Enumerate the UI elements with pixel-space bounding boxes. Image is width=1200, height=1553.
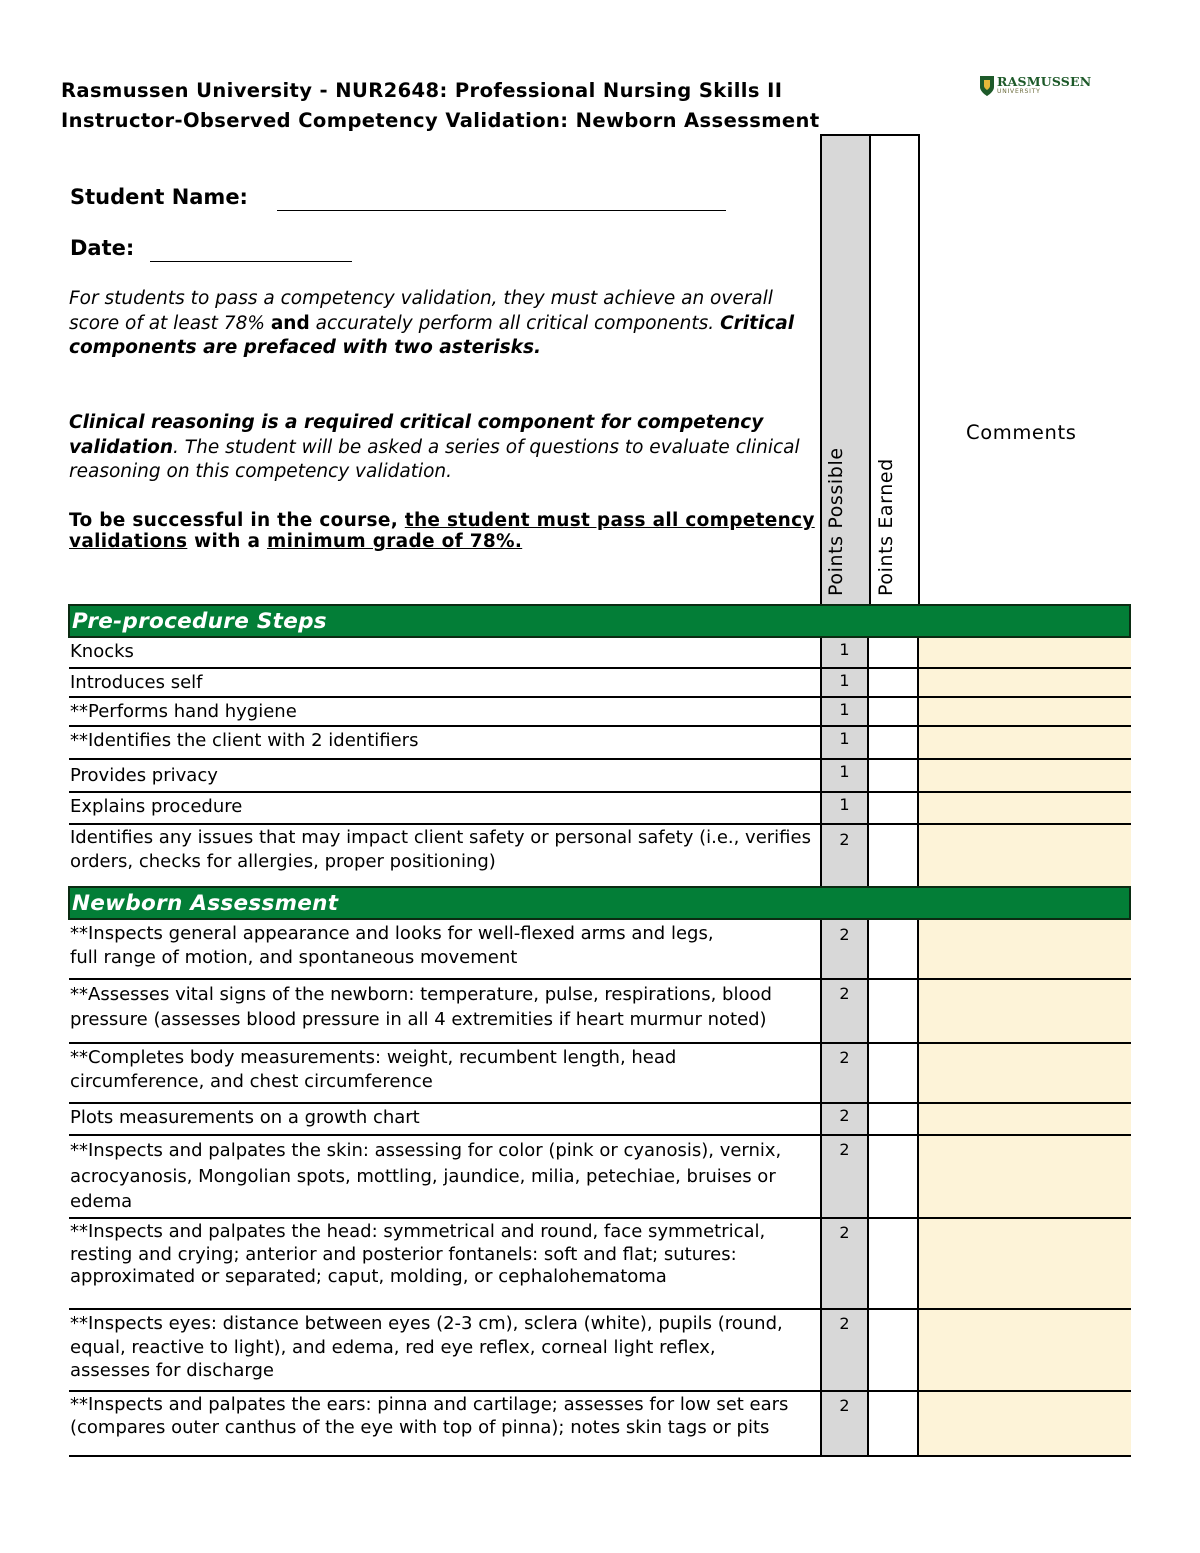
- step-description: Introduces self: [70, 672, 203, 693]
- step-description: Explains procedure: [70, 796, 243, 817]
- points-earned-cell[interactable]: [869, 727, 919, 758]
- points-earned-cell[interactable]: [869, 1219, 919, 1308]
- points-earned-cell[interactable]: [869, 1044, 919, 1102]
- clinical-reasoning-part: . The student will be asked a series of questions to evaluate clinical reasoning on this competency validation.: [69, 436, 800, 482]
- logo-name: RASMUSSEN: [997, 74, 1092, 89]
- date-field[interactable]: [150, 261, 352, 262]
- step-description: **Inspects and palpates the ears: pinna and cartilage; assesses for low set ears (compares outer canthus of the eye with top of pinna); notes skin tags or pits: [70, 1394, 789, 1438]
- points-possible-cell: 1: [820, 760, 869, 791]
- step-description: Provides privacy: [70, 765, 218, 786]
- points-possible-cell: 2: [820, 1219, 869, 1308]
- date-label: Date:: [70, 236, 135, 260]
- table-row: [69, 793, 1131, 825]
- table-row: [69, 638, 1131, 669]
- comments-cell[interactable]: [919, 980, 1131, 1042]
- section-newborn-assessment: [68, 886, 1131, 920]
- points-possible-cell: 2: [820, 825, 869, 886]
- comments-cell[interactable]: [919, 1310, 1131, 1390]
- comments-cell[interactable]: [919, 1392, 1131, 1455]
- passing-criteria-part: For students to pass a competency validation, they must achieve an overall score of at least 78%: [69, 288, 773, 334]
- section-title: Newborn Assessment: [72, 891, 339, 916]
- points-earned-cell[interactable]: [869, 1310, 919, 1390]
- points-earned-cell[interactable]: [869, 793, 919, 823]
- shield-logo-icon: [979, 75, 995, 97]
- points-possible-cell: 1: [820, 793, 869, 823]
- section-title: Pre-procedure Steps: [72, 609, 327, 634]
- points-possible-header: [820, 134, 871, 605]
- points-possible-cell: 2: [820, 1310, 869, 1390]
- comments-cell[interactable]: [919, 727, 1131, 758]
- passing-criteria-part: accurately perform all critical components.: [315, 312, 715, 334]
- points-earned-label: Points Earned: [875, 458, 897, 596]
- table-row: [69, 825, 1131, 886]
- points-earned-cell[interactable]: [869, 760, 919, 791]
- points-earned-header: [869, 134, 920, 605]
- table-row: [69, 760, 1131, 793]
- table-row: [69, 1392, 1131, 1457]
- points-earned-cell[interactable]: [869, 669, 919, 696]
- critical-components-note: Critical components are prefaced with two asterisks.: [69, 312, 795, 358]
- passing-criteria-text: [69, 287, 819, 361]
- table-row: [69, 698, 1131, 727]
- step-description: **Inspects and palpates the skin: assessing for color (pink or cyanosis), vernix, acrocyanosis, Mongolian spots, mottling, jaundice, milia, petechiae, bruises or edema: [70, 1140, 782, 1212]
- table-row: [69, 920, 1131, 980]
- table-row: [69, 1044, 1131, 1104]
- document-subtitle: Instructor-Observed Competency Validation: Newborn Assessment: [61, 109, 820, 132]
- table-row: [69, 1219, 1131, 1310]
- step-description: **Identifies the client with 2 identifiers: [70, 730, 419, 751]
- comments-cell[interactable]: [919, 1136, 1131, 1217]
- comments-cell[interactable]: [919, 698, 1131, 725]
- student-name-field[interactable]: [277, 210, 726, 211]
- minimum-grade-underline: minimum grade of 78%.: [267, 531, 523, 552]
- points-earned-cell[interactable]: [869, 638, 919, 667]
- points-possible-cell: 2: [820, 980, 869, 1042]
- points-possible-cell: 2: [820, 1392, 869, 1455]
- points-earned-cell[interactable]: [869, 1136, 919, 1217]
- table-row: [69, 727, 1131, 760]
- table-row: [69, 1310, 1131, 1392]
- university-logo: [977, 73, 1092, 99]
- points-earned-cell[interactable]: [869, 1104, 919, 1134]
- step-description: **Completes body measurements: weight, recumbent length, head circumference, and chest circumference: [70, 1047, 677, 1092]
- table-row: [69, 669, 1131, 698]
- step-description: **Inspects eyes: distance between eyes (2-3 cm), sclera (white), pupils (round, equal, reactive to light), and edema, red eye reflex, corneal light reflex, assesses for discharge: [70, 1313, 783, 1381]
- points-possible-cell: 2: [820, 1104, 869, 1134]
- success-part: To be successful in the course,: [69, 510, 399, 531]
- points-possible-cell: 1: [820, 638, 869, 667]
- success-part: with a: [194, 531, 261, 552]
- table-row: [69, 1136, 1131, 1219]
- step-description: **Assesses vital signs of the newborn: temperature, pulse, respirations, blood pressure (assesses blood pressure in all 4 extremities if heart murmur noted): [70, 984, 772, 1030]
- points-earned-cell[interactable]: [869, 980, 919, 1042]
- comments-cell[interactable]: [919, 793, 1131, 823]
- points-earned-cell[interactable]: [869, 825, 919, 886]
- step-description: **Inspects general appearance and looks for well-flexed arms and legs, full range of motion, and spontaneous movement: [70, 923, 714, 968]
- points-possible-label: Points Possible: [825, 447, 847, 596]
- document-title: Rasmussen University - NUR2648: Professional Nursing Skills II: [61, 79, 783, 102]
- points-possible-cell: 2: [820, 1044, 869, 1102]
- points-earned-cell[interactable]: [869, 920, 919, 978]
- step-description: Knocks: [70, 641, 134, 662]
- step-description: Identifies any issues that may impact client safety or personal safety (i.e., verifies orders, checks for allergies, proper positioning): [70, 827, 811, 872]
- success-requirement-text: [69, 510, 819, 552]
- table-row: [69, 980, 1131, 1044]
- clinical-reasoning-bold: Clinical reasoning is a required critical component for competency validation: [69, 412, 764, 458]
- points-possible-cell: 1: [820, 698, 869, 725]
- comments-cell[interactable]: [919, 1044, 1131, 1102]
- points-earned-cell[interactable]: [869, 698, 919, 725]
- points-possible-cell: 2: [820, 920, 869, 978]
- success-underline: the student must pass all competency validations: [69, 510, 815, 552]
- comments-cell[interactable]: [919, 1219, 1131, 1308]
- points-possible-cell: 1: [820, 669, 869, 696]
- points-earned-cell[interactable]: [869, 1392, 919, 1455]
- student-name-label: Student Name:: [70, 185, 248, 209]
- table-row: [69, 1104, 1131, 1136]
- comments-cell[interactable]: [919, 825, 1131, 886]
- logo-subname: UNIVERSITY: [997, 88, 1041, 95]
- clinical-reasoning-text: [69, 411, 819, 485]
- passing-criteria-and: and: [270, 312, 310, 334]
- step-description: **Inspects and palpates the head: symmetrical and round, face symmetrical, resting and crying; anterior and posterior fontanels: soft and flat; sutures: approximated or separated; caput, molding, or cephalohematoma: [70, 1221, 766, 1287]
- points-possible-cell: 1: [820, 727, 869, 758]
- comments-cell[interactable]: [919, 760, 1131, 791]
- comments-cell[interactable]: [919, 669, 1131, 696]
- step-description: **Performs hand hygiene: [70, 701, 297, 722]
- comments-cell[interactable]: [919, 920, 1131, 978]
- comments-header: Comments: [966, 421, 1077, 444]
- points-possible-cell: 2: [820, 1136, 869, 1217]
- comments-cell[interactable]: [919, 1104, 1131, 1134]
- section-pre-procedure: [68, 604, 1131, 638]
- step-description: Plots measurements on a growth chart: [70, 1107, 420, 1128]
- comments-cell[interactable]: [919, 638, 1131, 667]
